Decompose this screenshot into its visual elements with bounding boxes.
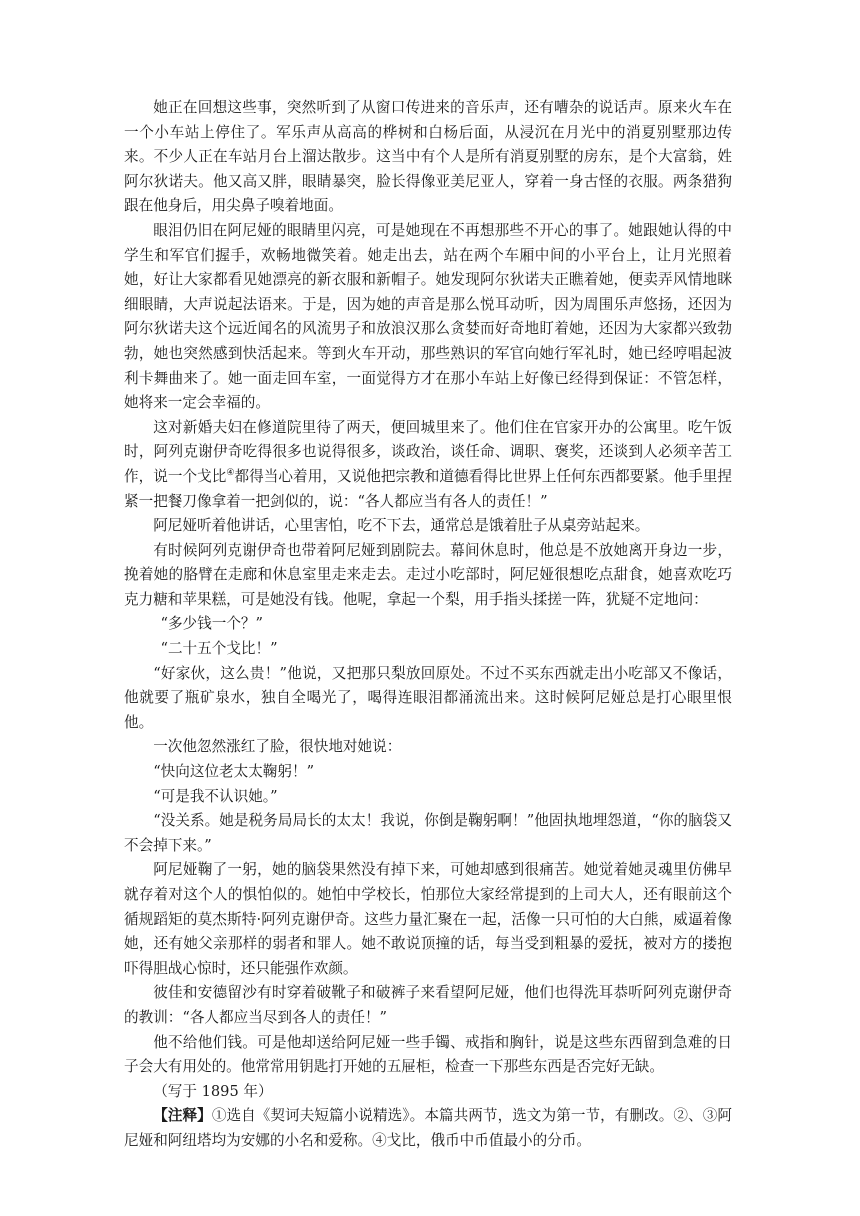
paragraph-2: 眼泪仍旧在阿尼娅的眼睛里闪亮，可是她现在不再想那些不开心的事了。她跟她认得的中学生和军官们握手，欢畅地微笑着。她走出去，站在两个车厢中间的小平台上，让月光照着她，好让大家都看见她漂亮的新衣服和新帽子。她发现阿尔狄诺夫正瞧着她，便卖弄风情地眯细眼睛，大声说起法语来。于是，因为她的声音是那么悦耳动听，因为周围乐声悠扬，还因为阿尔狄诺夫这个远近闻名的风流男子和放浪汉那么贪婪而好奇地盯着她，还因为大家都兴致勃勃，她也突然感到快活起来。等到火车开动，那些熟识的军官向她行军礼时，她已经哼唱起波利卡舞曲来了。她一面走回车室，一面觉得方才在那小车站上好像已经得到保证：不管怎样，她将来一定会幸福的。	[124, 221, 732, 412]
paragraph-8: “没关系。她是税务局局长的太太！我说，你倒是鞠躬啊！”他固执地埋怨道，“你的脑袋又不会掉下来。”	[124, 812, 732, 854]
dialogue-line-2: “二十五个戈比！”	[160, 640, 278, 658]
dialogue-line-3: “快向这位老太太鞠躬！”	[153, 763, 315, 781]
paragraph-10: 彼佳和安德留沙有时穿着破靴子和破裤子来看望阿尼娅，他们也得洗耳恭听阿列克谢伊奇的教训：“各人都应当尽到各人的责任！”	[124, 984, 732, 1026]
paragraph-7: 一次他忽然涨红了脸，很快地对她说：	[153, 738, 402, 756]
paragraph-4: 阿尼娅听着他讲话，心里害怕，吃不下去，通常总是饿着肚子从桌旁站起来。	[153, 517, 650, 535]
annotation-note	[124, 1104, 732, 1153]
annotation-label: 【注释】	[153, 1107, 212, 1125]
dialogue-line-4: “可是我不认识她。”	[153, 787, 278, 805]
document-page	[124, 96, 732, 1154]
footnote-marker: ④	[226, 468, 235, 479]
paragraph-3-text-a: 这对新婚夫妇在修道院里待了两天，便回城里来了。他们住在官家开办的公寓里。吃午饭时，阿列克谢伊奇吃得很多也说得很多，谈政治，谈任命、调职、褒奖，还谈到人必须辛苦工作，说一个戈比	[124, 418, 732, 485]
paragraph-9: 阿尼娅鞠了一躬，她的脑袋果然没有掉下来，可她却感到很痛苦。她觉着她灵魂里仿佛早就存着对这个人的惧怕似的。她怕中学校长，怕那位大家经常提到的上司大人，还有眼前这个循规蹈矩的莫杰斯特·阿列克谢伊奇。这些力量汇聚在一起，活像一只可怕的大白熊，威逼着像她，还有她父亲那样的弱者和罪人。她不敢说顶撞的话，每当受到粗暴的爱抚，被对方的搂抱吓得胆战心惊时，还只能强作欢颜。	[124, 861, 732, 977]
date-line: （写于 1895 年）	[153, 1082, 273, 1100]
paragraph-3-text-b: 都得当心着用，又说他把宗教和道德看得比世界上任何东西都要紧。他手里捏紧一把餐刀像拿着一把剑似的，说：“各人都应当有各人的责任！”	[124, 467, 732, 510]
paragraph-3	[124, 416, 732, 514]
paragraph-5: 有时候阿列克谢伊奇也带着阿尼娅到剧院去。幕间休息时，他总是不放她离开身边一步，挽着她的胳臂在走廊和休息室里走来走去。走过小吃部时，阿尼娅很想吃点甜食，她喜欢吃巧克力糖和苹果糕，可是她没有钱。他呢，拿起一个梨，用手指头揉搓一阵，犹疑不定地问：	[124, 541, 732, 608]
paragraph-1: 她正在回想这些事，突然听到了从窗口传进来的音乐声，还有嘈杂的说话声。原来火车在一个小车站上停住了。军乐声从高高的桦树和白杨后面，从浸沉在月光中的消夏别墅那边传来。不少人正在车站月台上溜达散步。这当中有个人是所有消夏别墅的房东，是个大富翁，姓阿尔狄诺夫。他又高又胖，眼睛暴突，脸长得像亚美尼亚人，穿着一身古怪的衣服。两条猎狗跟在他身后，用尖鼻子嗅着地面。	[124, 99, 732, 215]
paragraph-11: 他不给他们钱。可是他却送给阿尼娅一些手镯、戒指和胸针，说是这些东西留到急难的日子会大有用处的。他常常用钥匙打开她的五屉柜，检查一下那些东西是否完好无缺。	[124, 1033, 732, 1076]
dialogue-line-1: “多少钱一个？”	[160, 615, 263, 633]
paragraph-6: “好家伙，这么贵！”他说，又把那只梨放回原处。不过不买东西就走出小吃部又不像话，他就要了瓶矿泉水，独自全喝光了，喝得连眼泪都涌流出来。这时候阿尼娅总是打心眼里恨他。	[124, 664, 732, 731]
annotation-text: ①选自《契诃夫短篇小说精选》。本篇共两节，选文为第一节，有删改。②、③阿尼娅和阿纽塔均为安娜的小名和爱称。④戈比，俄币中币值最小的分币。	[124, 1107, 732, 1149]
